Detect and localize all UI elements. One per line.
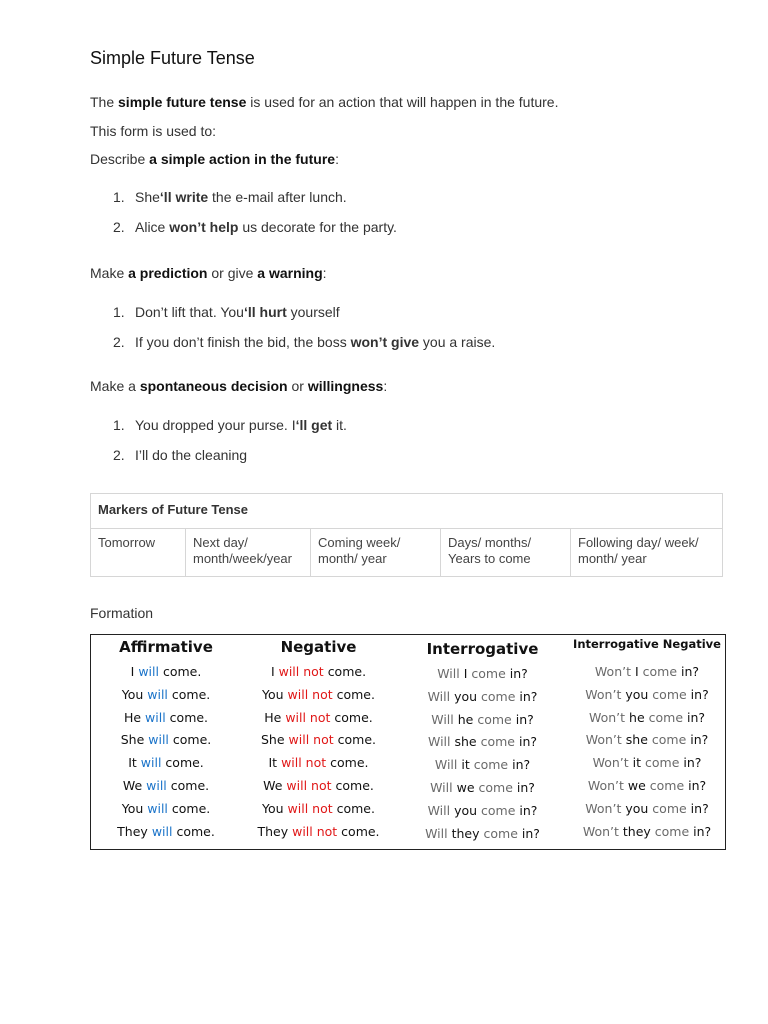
particle: in?: [690, 686, 709, 702]
intro-text: Describe: [90, 151, 150, 167]
marker-line: Following day/ week/: [578, 535, 699, 550]
interrogative-column: [396, 635, 569, 845]
conjugation-cell: [569, 752, 725, 775]
marker-cell: [571, 529, 723, 577]
conjugation-cell: [91, 821, 241, 844]
list-bold: won’t help: [169, 219, 239, 235]
page-title: Simple Future Tense: [90, 48, 255, 68]
marker-line: Coming week/: [318, 535, 401, 550]
negative-column: [241, 635, 396, 843]
verb: come: [654, 823, 690, 839]
subject: I: [130, 664, 135, 679]
subject: He: [123, 709, 142, 725]
heading-text: or give: [207, 265, 258, 281]
list-text: the e-mail after lunch.: [208, 189, 347, 205]
particle: in?: [515, 711, 534, 727]
verb: come: [478, 779, 513, 795]
verb: come.: [170, 777, 210, 793]
will-word: Will: [434, 757, 458, 773]
verb: come.: [336, 686, 375, 702]
list-text: you a raise.: [419, 334, 496, 350]
list-bold: ‘ll write: [159, 189, 209, 205]
interrogative-negative-column: [569, 635, 725, 843]
will-word: will: [146, 777, 167, 793]
subject: it: [632, 755, 642, 771]
verb: come.: [162, 664, 202, 679]
verb: come: [652, 686, 687, 702]
will-word: will: [148, 732, 169, 748]
markers-header-row: [91, 494, 723, 529]
list-number: 2.: [113, 447, 125, 463]
particle: in?: [519, 802, 538, 818]
markers-row: [91, 529, 723, 577]
section-heading-prediction: [90, 265, 327, 281]
marker-cell: [186, 529, 311, 577]
wont-word: Won’t: [585, 686, 622, 702]
subject: it: [461, 757, 470, 773]
subject: you: [454, 802, 478, 818]
marker-cell: [441, 529, 571, 577]
marker-line: Next day/: [193, 535, 248, 550]
conjugation-chart: [90, 634, 726, 850]
verb: come.: [330, 755, 369, 771]
heading-text: Make: [90, 265, 129, 281]
list-item: [113, 304, 340, 320]
conjugation-cell: [91, 798, 241, 821]
heading-text: :: [322, 265, 327, 281]
list-number: 2.: [113, 334, 125, 350]
verb: come: [652, 800, 687, 816]
will-word: Will: [427, 734, 451, 750]
conjugation-cell: [396, 800, 569, 823]
subject: he: [629, 709, 645, 725]
verb: come.: [169, 709, 209, 725]
list-number: 1.: [113, 304, 125, 320]
will-not-word: will not: [285, 709, 331, 725]
subject: You: [262, 800, 284, 816]
conjugation-cell: [396, 754, 569, 777]
wont-word: Won’t: [585, 800, 622, 816]
subject: they: [622, 823, 651, 839]
conjugation-cell: [91, 729, 241, 752]
wont-word: Won’t: [587, 777, 624, 793]
subject: we: [627, 777, 646, 793]
verb: come: [473, 757, 509, 773]
list-text: Alice: [135, 219, 170, 235]
heading-bold: a prediction: [128, 265, 208, 281]
will-not-word: will not: [287, 686, 333, 702]
list-item: [113, 189, 347, 205]
heading-text: or: [287, 378, 308, 394]
conjugation-cell: [396, 663, 569, 686]
intro-text: :: [335, 151, 339, 167]
verb: come: [648, 709, 684, 725]
subject: I: [463, 666, 468, 681]
subject: He: [264, 709, 282, 725]
will-word: will: [147, 800, 168, 816]
marker-line: Tomorrow: [98, 535, 156, 550]
particle: in?: [521, 825, 540, 841]
will-word: will: [151, 823, 173, 839]
marker-cell: [311, 529, 441, 577]
subject: we: [456, 779, 475, 795]
verb: come: [481, 688, 516, 704]
list-text: I’ll do the cleaning: [135, 447, 248, 463]
list-number: 1.: [113, 189, 125, 205]
verb: come.: [336, 800, 375, 816]
verb: come.: [176, 823, 215, 839]
conjugation-cell: [91, 775, 241, 798]
verb: come: [649, 777, 685, 793]
particle: in?: [687, 709, 706, 725]
heading-bold: willingness: [307, 378, 384, 394]
conjugation-cell: [396, 777, 569, 800]
verb: come.: [172, 732, 212, 748]
particle: in?: [693, 823, 712, 839]
will-not-word: will not: [278, 664, 324, 679]
list-text: Don’t lift that. You: [135, 304, 244, 320]
list-text: You dropped your purse. I: [135, 417, 296, 433]
verb: come: [480, 734, 515, 750]
particle: in?: [512, 757, 531, 773]
will-word: will: [147, 686, 168, 702]
conjugation-cell: [569, 798, 725, 821]
subject: They: [257, 823, 289, 839]
will-not-word: will not: [288, 732, 334, 748]
intro-bold: a simple action in the future: [149, 151, 336, 167]
conjugation-cell: [569, 661, 725, 684]
conjugation-cell: [569, 729, 725, 752]
particle: in?: [518, 734, 538, 750]
subject: She: [120, 732, 145, 748]
conjugation-cell: [569, 775, 725, 798]
wont-word: Won’t: [585, 732, 622, 748]
particle: in?: [683, 755, 702, 771]
intro-line-1: [90, 94, 558, 110]
verb: come.: [335, 777, 374, 793]
verb: come.: [171, 800, 211, 816]
column-header: Interrogative: [426, 640, 539, 658]
particle: in?: [509, 666, 528, 681]
list-bold: ‘ll get: [295, 417, 333, 433]
particle: in?: [688, 777, 707, 793]
will-word: Will: [437, 666, 460, 681]
subject: he: [457, 711, 474, 727]
conjugation-cell: [396, 731, 569, 754]
intro-text: is used for an action that will happen in the future.: [246, 94, 559, 110]
conjugation-cell: [569, 821, 725, 844]
verb: come: [471, 666, 506, 681]
column-header: Interrogative Negative: [573, 637, 721, 651]
will-not-word: will not: [287, 800, 333, 816]
wont-word: Won’t: [592, 755, 629, 771]
intro-line-3: [90, 151, 339, 167]
particle: in?: [519, 688, 538, 704]
conjugation-cell: [91, 752, 241, 775]
verb: come.: [334, 709, 373, 725]
wont-word: Won’t: [588, 709, 626, 725]
verb: come: [651, 732, 687, 748]
conjugation-cell: [91, 661, 241, 684]
will-word: Will: [427, 802, 451, 818]
list-item: [113, 219, 397, 235]
subject: You: [121, 686, 144, 702]
verb: come.: [337, 732, 376, 748]
list-item: [113, 447, 247, 463]
conjugation-cell: [241, 661, 396, 684]
markers-table: [90, 493, 723, 577]
verb: come: [645, 755, 680, 771]
conjugation-cell: [91, 707, 241, 730]
will-word: Will: [431, 711, 454, 727]
will-word: Will: [427, 688, 451, 704]
particle: in?: [681, 664, 700, 679]
verb: come: [642, 664, 678, 679]
subject: You: [121, 800, 144, 816]
subject: We: [263, 777, 283, 793]
conjugation-cell: [396, 686, 569, 709]
particle: in?: [516, 779, 535, 795]
conjugation-cell: [241, 821, 396, 844]
conjugation-cell: [396, 709, 569, 732]
will-not-word: will not: [292, 823, 338, 839]
list-text: She: [135, 189, 160, 205]
will-word: will: [138, 664, 159, 679]
subject: she: [454, 734, 477, 750]
intro-line-2: This form is used to:: [90, 123, 217, 139]
verb: come.: [171, 686, 211, 702]
intro-bold: simple future tense: [118, 94, 247, 110]
conjugation-cell: [241, 707, 396, 730]
list-item: [113, 334, 495, 350]
column-header: Affirmative: [119, 638, 213, 656]
particle: in?: [690, 800, 709, 816]
intro-text: The: [90, 94, 119, 110]
verb: come: [483, 825, 518, 841]
section-heading-decision: [90, 378, 387, 394]
verb: come.: [341, 823, 380, 839]
subject: I: [270, 664, 275, 679]
heading-bold: spontaneous decision: [139, 378, 288, 394]
wont-word: Won’t: [594, 664, 631, 679]
column-header: Negative: [280, 638, 357, 656]
heading-text: :: [383, 378, 388, 394]
wont-word: Won’t: [582, 823, 619, 839]
subject: You: [262, 686, 284, 702]
heading-bold: a warning: [257, 265, 323, 281]
marker-line: Days/ months/: [448, 535, 532, 550]
subject: they: [451, 825, 480, 841]
list-bold: ‘ll hurt: [243, 304, 287, 320]
particle: in?: [690, 732, 709, 748]
list-text: If you don’t finish the bid, the boss: [135, 334, 351, 350]
list-bold: won’t give: [350, 334, 420, 350]
subject: you: [454, 688, 478, 704]
conjugation-cell: [241, 684, 396, 707]
formation-label: Formation: [90, 605, 154, 621]
subject: It: [268, 755, 278, 771]
conjugation-cell: [569, 684, 725, 707]
verb: come: [477, 711, 512, 727]
will-word: Will: [430, 779, 453, 795]
conjugation-cell: [91, 684, 241, 707]
heading-text: Make a: [90, 378, 140, 394]
list-text: it.: [332, 417, 347, 433]
marker-line: month/ year: [578, 551, 647, 566]
marker-line: month/week/year: [193, 551, 292, 566]
list-item: [113, 417, 347, 433]
conjugation-cell: [241, 775, 396, 798]
list-number: 1.: [113, 417, 125, 433]
verb: come.: [165, 755, 204, 771]
subject: We: [122, 777, 143, 793]
will-word: Will: [425, 825, 448, 841]
list-number: 2.: [113, 219, 125, 235]
will-not-word: will not: [286, 777, 332, 793]
verb: come: [481, 802, 516, 818]
subject: you: [625, 800, 649, 816]
marker-line: month/ year: [318, 551, 387, 566]
subject: you: [625, 686, 649, 702]
will-word: will: [140, 755, 162, 771]
markers-header: Markers of Future Tense: [91, 494, 723, 529]
will-word: will: [145, 709, 166, 725]
list-text: us decorate for the party.: [238, 219, 397, 235]
list-text: yourself: [286, 304, 340, 320]
subject: she: [625, 732, 648, 748]
subject: She: [261, 732, 285, 748]
will-not-word: will not: [281, 755, 327, 771]
subject: It: [128, 755, 137, 771]
conjugation-cell: [569, 707, 725, 730]
marker-cell: [91, 529, 186, 577]
subject: They: [117, 823, 148, 839]
subject: I: [634, 664, 639, 679]
verb: come.: [327, 664, 367, 679]
affirmative-column: [91, 635, 241, 843]
marker-line: Years to come: [448, 551, 531, 566]
conjugation-cell: [241, 752, 396, 775]
conjugation-cell: [396, 823, 569, 846]
conjugation-cell: [241, 729, 396, 752]
conjugation-cell: [241, 798, 396, 821]
